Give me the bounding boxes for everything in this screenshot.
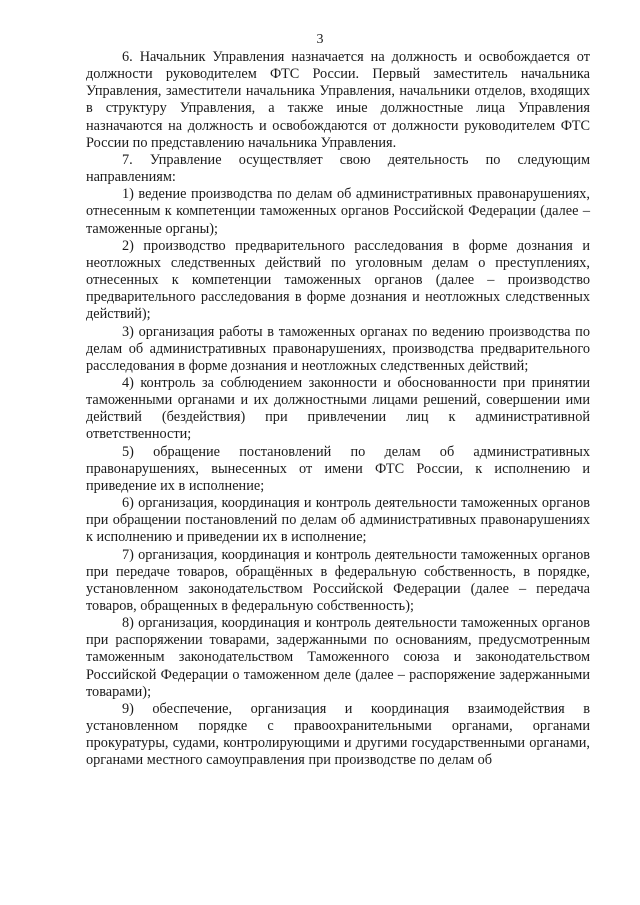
list-item-7: 7) организация, координация и контроль деятельности таможенных органов при передаче товаров, обращённых в федеральную собственность, в порядке, установленном законодательством Российской Федерации (далее – передача товаров, обращенных в федеральную собственность);: [86, 546, 590, 614]
list-item-9: 9) обеспечение, организация и координация взаимодействия в установленном порядке с правоохранительными органами, органами прокуратуры, судами, контролирующими и другими государственными органами, органами местного самоуправления при производстве по делам об: [86, 700, 590, 769]
document-body: [86, 49, 590, 770]
list-item-1: 1) ведение производства по делам об административных правонарушениях, отнесенным к компетенции таможенных органов Российской Федерации (далее – таможенные органы);: [86, 186, 590, 237]
list-item-6: 6) организация, координация и контроль деятельности таможенных органов при обращении постановлений по делам об административных правонарушениях к исполнению и приведении их в исполнение;: [86, 495, 590, 546]
paragraph-7-activity-directions: 7. Управление осуществляет свою деятельность по следующим направлениям:: [86, 151, 590, 186]
list-item-5: 5) обращение постановлений по делам об административных правонарушениях, вынесенных от имени ФТС России, к исполнению и приведение их в исполнение;: [86, 443, 590, 494]
page-number: 3: [316, 32, 324, 47]
list-item-2: 2) производство предварительного расследования в форме дознания и неотложных следственных действий по уголовным делам о преступлениях, отнесенных к компетенции таможенных органов (далее – производство предварительного расследования в форме дознания и неотложных следственных действий);: [86, 237, 590, 323]
list-item-4: 4) контроль за соблюдением законности и обоснованности при принятии таможенными органами и их должностными лицами решений, совершении ими действий (бездействия) при привлечении лиц к административной ответственности;: [86, 374, 590, 443]
list-item-3: 3) организация работы в таможенных органах по ведению производства по делам об административных правонарушениях, производства предварительного расследования в форме дознания и неотложных следственных действий;: [86, 323, 590, 374]
list-item-8: 8) организация, координация и контроль деятельности таможенных органов при распоряжении товарами, задержанными по основаниям, предусмотренным таможенным законодательством Таможенного союза и законодательством Российской Федерации о таможенном деле (далее – распоряжение задержанными товарами);: [86, 615, 590, 700]
paragraph-6-head-appointment: 6. Начальник Управления назначается на должность и освобождается от должности руководителем ФТС России. Первый заместитель начальника Управления, заместители начальника Управления, начальники отделов, входящих в структуру Управления, а также иные должностные лица Управления назначаются на должность и освобождаются от должности руководителем ФТС России по представлению начальника Управления.: [86, 49, 590, 151]
